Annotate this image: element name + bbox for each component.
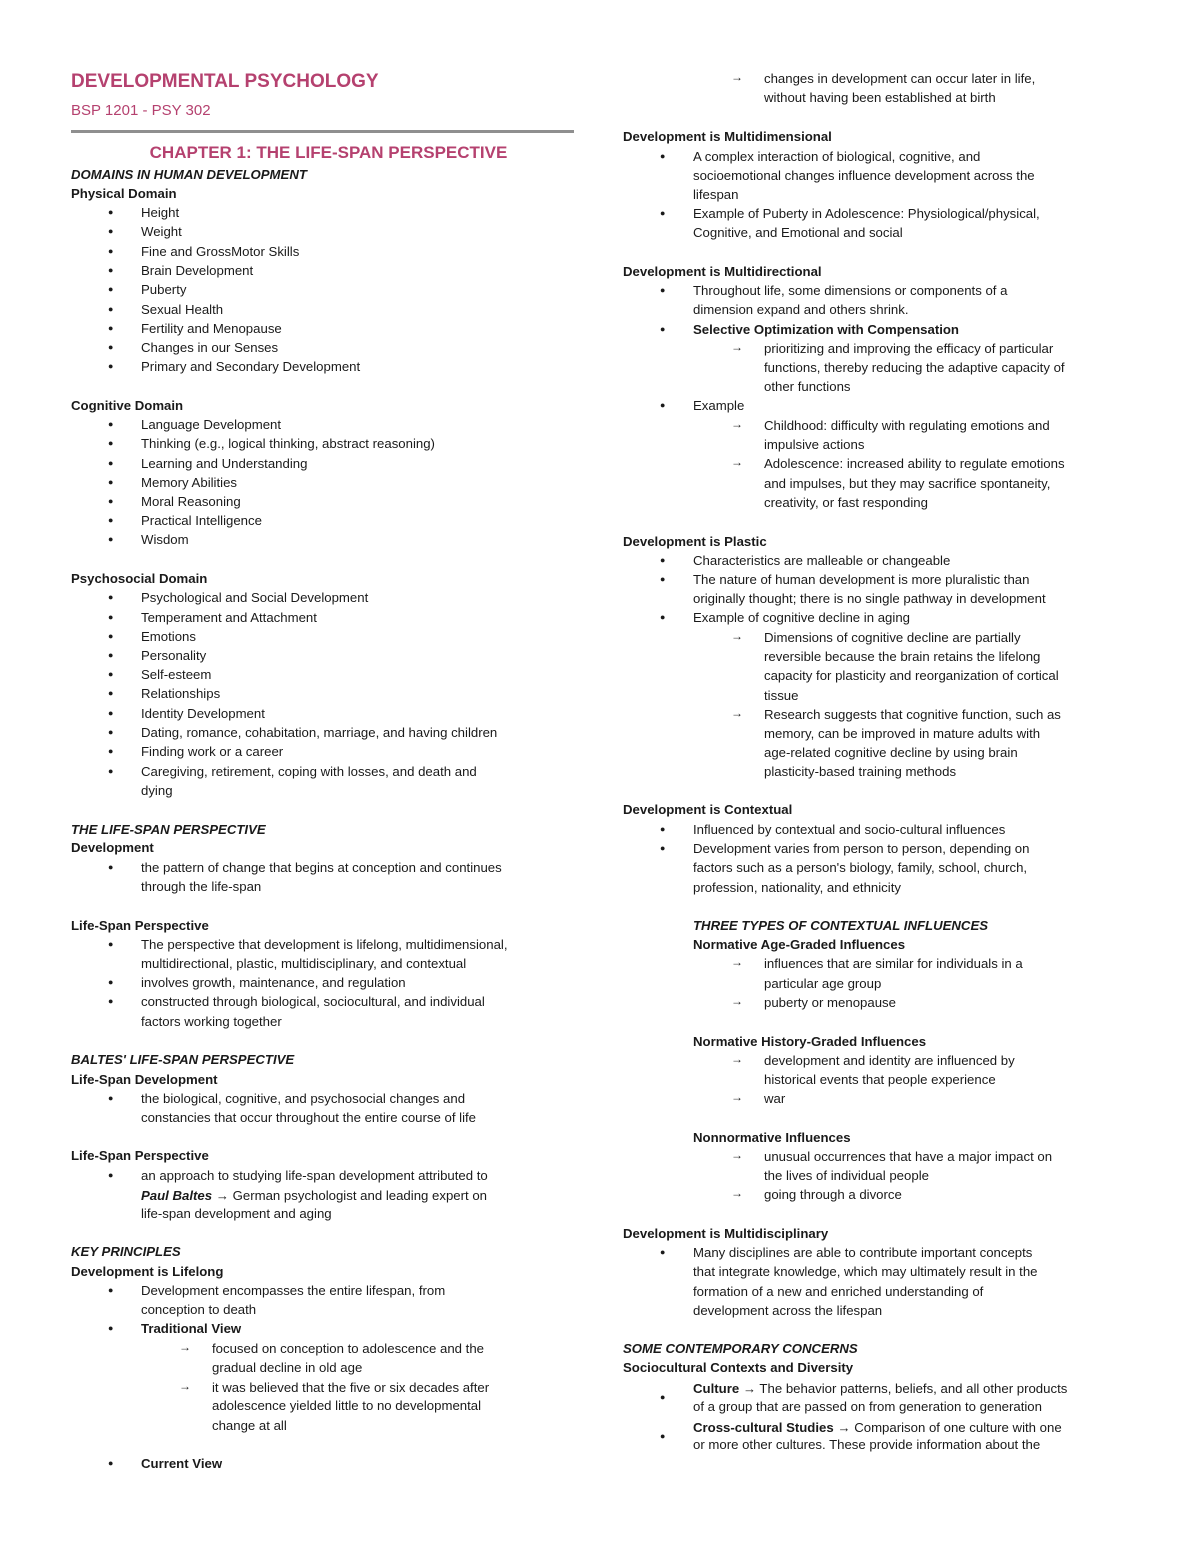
text-line: Changes in our Senses (141, 340, 279, 355)
bullet-icon: ● (108, 612, 114, 622)
text-line: it was believed that the five or six decades after (212, 1380, 490, 1395)
text-line: focused on conception to adolescence and the (212, 1341, 485, 1356)
text-line: Development encompasses the entire lifespan, from (141, 1283, 446, 1298)
text-line: through the life-span (141, 879, 262, 894)
text-line: change at all (212, 1418, 287, 1433)
section-heading: SOME CONTEMPORARY CONCERNS (623, 1341, 858, 1356)
bullet-icon: ● (108, 284, 114, 294)
text-line: Research suggests that cognitive function, such as (764, 707, 1061, 722)
culture-line (693, 1379, 1067, 1398)
text-line: Emotions (141, 629, 196, 644)
subheading: Development is Multidimensional (623, 129, 832, 144)
text-line: other functions (764, 379, 851, 394)
bullet-icon: ● (108, 207, 114, 217)
subheading: Physical Domain (71, 186, 177, 201)
text-line: impulsive actions (764, 437, 865, 452)
title-rule (71, 130, 574, 133)
course-code: BSP 1201 - PSY 302 (71, 102, 211, 119)
bullet-icon: ● (108, 304, 114, 314)
text-line: Dating, romance, cohabitation, marriage, and having children (141, 725, 498, 740)
text-line: changes in development can occur later in life, (764, 71, 1036, 86)
bullet-icon: ● (660, 574, 666, 584)
bullet-icon: ● (108, 342, 114, 352)
bullet-icon: ● (108, 631, 114, 641)
text-line: Relationships (141, 686, 221, 701)
text-line: Example (693, 398, 745, 413)
text-line: The perspective that development is lifelong, multidimensional, (141, 937, 508, 952)
page-title: DEVELOPMENTAL PSYCHOLOGY (71, 71, 379, 92)
text-line: Moral Reasoning (141, 494, 241, 509)
text-line: constructed through biological, sociocultural, and individual (141, 994, 485, 1009)
text-line: Childhood: difficulty with regulating emotions and (764, 418, 1050, 433)
baltes-desc: → German psychologist and leading expert on (212, 1188, 488, 1203)
text-line: involves growth, maintenance, and regulation (141, 975, 406, 990)
arrow-icon: → (731, 955, 743, 969)
text-line: Characteristics are malleable or changeable (693, 553, 951, 568)
text-line: dying (141, 783, 173, 798)
arrow-icon: → (731, 1186, 743, 1200)
subheading: Psychosocial Domain (71, 571, 208, 586)
arrow-icon: → (731, 629, 743, 643)
arrow-icon: → (731, 70, 743, 84)
culture-desc: → The behavior patterns, beliefs, and all other products (739, 1381, 1068, 1396)
bullet-icon: ● (108, 1093, 114, 1103)
subheading: Life-Span Perspective (71, 918, 209, 933)
subheading: Normative History-Graded Influences (693, 1034, 927, 1049)
text-line: Personality (141, 648, 207, 663)
bullet-icon: ● (108, 708, 114, 718)
text-line: Puberty (141, 282, 187, 297)
arrow-icon: → (179, 1340, 191, 1354)
text-line: conception to death (141, 1302, 257, 1317)
bullet-icon: ● (660, 400, 666, 410)
text-line: influences that are similar for individuals in a (764, 956, 1023, 971)
bullet-icon: ● (108, 977, 114, 987)
text-line: without having been established at birth (764, 90, 996, 105)
text-line: Identity Development (141, 706, 265, 721)
text-line: Throughout life, some dimensions or components of a (693, 283, 1008, 298)
text-line: the lives of individual people (764, 1168, 929, 1183)
text-line: multidirectional, plastic, multidisciplinary, and contextual (141, 956, 467, 971)
bullet-icon: ● (660, 843, 666, 853)
text-line: gradual decline in old age (212, 1360, 363, 1375)
text-line: or more other cultures. These provide information about the (693, 1437, 1041, 1452)
subheading: Life-Span Perspective (71, 1148, 209, 1163)
text-line: adolescence yielded little to no developmental (212, 1398, 482, 1413)
text-line: Height (141, 205, 180, 220)
text-line: socioemotional changes influence development across the (693, 168, 1035, 183)
text-line: formation of a new and enriched understanding of (693, 1284, 984, 1299)
bullet-icon: ● (108, 438, 114, 448)
subheading: Cognitive Domain (71, 398, 184, 413)
text-line: profession, nationality, and ethnicity (693, 880, 901, 895)
bullet-icon: ● (660, 1392, 666, 1402)
text-line: plasticity-based training methods (764, 764, 957, 779)
baltes-name: Paul Baltes (141, 1188, 213, 1203)
subheading: Normative Age-Graded Influences (693, 937, 906, 952)
bullet-icon: ● (660, 324, 666, 334)
text-line: functions, thereby reducing the adaptive capacity of (764, 360, 1065, 375)
bullet-icon: ● (660, 1247, 666, 1257)
arrow-icon: → (731, 1052, 743, 1066)
text-line: particular age group (764, 976, 882, 991)
bullet-icon: ● (660, 612, 666, 622)
text-line: Self-esteem (141, 667, 212, 682)
text-line: Thinking (e.g., logical thinking, abstract reasoning) (141, 436, 435, 451)
bullet-icon: ● (108, 766, 114, 776)
arrow-icon: → (731, 1090, 743, 1104)
subheading: Development is Multidisciplinary (623, 1226, 829, 1241)
section-heading: DOMAINS IN HUMAN DEVELOPMENT (71, 167, 307, 182)
text-line: capacity for plasticity and reorganization of cortical (764, 668, 1059, 683)
bullet-icon: ● (108, 1285, 114, 1295)
baltes-line (141, 1186, 487, 1205)
text-line: tissue (764, 688, 799, 703)
bullet-icon: ● (108, 996, 114, 1006)
text-line: Practical Intelligence (141, 513, 262, 528)
text-line: unusual occurrences that have a major impact on (764, 1149, 1053, 1164)
text-line: war (764, 1091, 786, 1106)
text-line: Example of Puberty in Adolescence: Physiological/physical, (693, 206, 1040, 221)
bullet-icon: ● (108, 1323, 114, 1333)
section-heading: THE LIFE-SPAN PERSPECTIVE (71, 822, 266, 837)
bullet-icon: ● (108, 419, 114, 429)
text-line: prioritizing and improving the efficacy of particular (764, 341, 1054, 356)
bullet-icon: ● (108, 515, 114, 525)
text-line: Cognitive, and Emotional and social (693, 225, 903, 240)
arrow-icon: → (731, 455, 743, 469)
text-line: Fertility and Menopause (141, 321, 282, 336)
arrow-icon: → (179, 1379, 191, 1393)
subheading: Life-Span Development (71, 1072, 218, 1087)
arrow-icon: → (731, 340, 743, 354)
bullet-icon: ● (108, 226, 114, 236)
text-line: Weight (141, 224, 182, 239)
bullet-icon: ● (108, 862, 114, 872)
text-line: Temperament and Attachment (141, 610, 317, 625)
bullet-icon: ● (108, 746, 114, 756)
text-line: Language Development (141, 417, 282, 432)
section-heading: THREE TYPES OF CONTEXTUAL INFLUENCES (693, 918, 989, 933)
subheading: Development is Contextual (623, 802, 793, 817)
bullet-icon: ● (108, 496, 114, 506)
culture-term: Culture (693, 1381, 740, 1396)
crosscultural-desc: → Comparison of one culture with one (833, 1420, 1062, 1435)
text-line: Influenced by contextual and socio-cultural influences (693, 822, 1006, 837)
bullet-icon: ● (108, 650, 114, 660)
text-line: Selective Optimization with Compensation (693, 322, 959, 337)
text-line: the biological, cognitive, and psychosocial changes and (141, 1091, 466, 1106)
text-line: reversible because the brain retains the lifelong (764, 649, 1041, 664)
text-line: historical events that people experience (764, 1072, 996, 1087)
text-line: Many disciplines are able to contribute important concepts (693, 1245, 1033, 1260)
bullet-icon: ● (108, 534, 114, 544)
text-line: Brain Development (141, 263, 254, 278)
text-line: the pattern of change that begins at conception and continues (141, 860, 502, 875)
text-line: going through a divorce (764, 1187, 902, 1202)
subheading: Nonnormative Influences (693, 1130, 851, 1145)
section-heading: KEY PRINCIPLES (71, 1244, 181, 1259)
text-line: Example of cognitive decline in aging (693, 610, 910, 625)
text-line: life-span development and aging (141, 1206, 332, 1221)
bullet-icon: ● (108, 1170, 114, 1180)
text-line: Development varies from person to person, depending on (693, 841, 1030, 856)
text-line: an approach to studying life-span development attributed to (141, 1168, 488, 1183)
text-line: Traditional View (141, 1321, 242, 1336)
arrow-icon: → (731, 994, 743, 1008)
text-line: dimension expand and others shrink. (693, 302, 909, 317)
text-line: constancies that occur throughout the entire course of life (141, 1110, 477, 1125)
bullet-icon: ● (108, 477, 114, 487)
text-line: development and identity are influenced by (764, 1053, 1015, 1068)
text-line: Current View (141, 1456, 223, 1471)
bullet-icon: ● (660, 1431, 666, 1441)
arrow-icon: → (731, 1148, 743, 1162)
text-line: factors such as a person's biology, family, school, church, (693, 860, 1028, 875)
bullet-icon: ● (108, 939, 114, 949)
bullet-icon: ● (660, 208, 666, 218)
bullet-icon: ● (108, 246, 114, 256)
subheading: Development (71, 840, 154, 855)
text-line: Caregiving, retirement, coping with losses, and death and (141, 764, 477, 779)
bullet-icon: ● (108, 458, 114, 468)
text-line: Primary and Secondary Development (141, 359, 361, 374)
text-line: A complex interaction of biological, cognitive, and (693, 149, 981, 164)
text-line: lifespan (693, 187, 739, 202)
chapter-title: CHAPTER 1: THE LIFE-SPAN PERSPECTIVE (149, 143, 508, 162)
bullet-icon: ● (108, 592, 114, 602)
subheading: Development is Multidirectional (623, 264, 822, 279)
text-line: puberty or menopause (764, 995, 896, 1010)
bullet-icon: ● (108, 1458, 114, 1468)
bullet-icon: ● (108, 688, 114, 698)
text-line: development across the lifespan (693, 1303, 883, 1318)
bullet-icon: ● (108, 265, 114, 275)
arrow-icon: → (731, 706, 743, 720)
text-line: Sexual Health (141, 302, 224, 317)
text-line: that integrate knowledge, which may ultimately result in the (693, 1264, 1038, 1279)
bullet-icon: ● (108, 669, 114, 679)
text-line: Wisdom (141, 532, 189, 547)
text-line: age-related cognitive decline by using brain (764, 745, 1018, 760)
crosscultural-term: Cross-cultural Studies (693, 1420, 834, 1435)
subheading: Development is Lifelong (71, 1264, 224, 1279)
bullet-icon: ● (660, 824, 666, 834)
text-line: and impulses, but they may sacrifice spontaneity, (764, 476, 1051, 491)
subheading: Sociocultural Contexts and Diversity (623, 1360, 854, 1375)
text-line: memory, can be improved in mature adults with (764, 726, 1041, 741)
bullet-icon: ● (660, 151, 666, 161)
text-line: Fine and GrossMotor Skills (141, 244, 300, 259)
crosscultural-line (693, 1418, 1062, 1437)
text-line: factors working together (141, 1014, 282, 1029)
text-line: Learning and Understanding (141, 456, 308, 471)
text-line: creativity, or fast responding (764, 495, 928, 510)
bullet-icon: ● (660, 285, 666, 295)
text-line: Adolescence: increased ability to regulate emotions (764, 456, 1065, 471)
subheading: Development is Plastic (623, 534, 767, 549)
text-line: Dimensions of cognitive decline are partially (764, 630, 1021, 645)
bullet-icon: ● (108, 361, 114, 371)
text-line: Finding work or a career (141, 744, 284, 759)
text-line: Memory Abilities (141, 475, 238, 490)
section-heading: BALTES' LIFE-SPAN PERSPECTIVE (71, 1052, 295, 1067)
text-line: Psychological and Social Development (141, 590, 369, 605)
bullet-icon: ● (108, 323, 114, 333)
bullet-icon: ● (108, 727, 114, 737)
bullet-icon: ● (660, 555, 666, 565)
text-line: The nature of human development is more pluralistic than (693, 572, 1030, 587)
text-line: of a group that are passed on from generation to generation (693, 1399, 1042, 1414)
arrow-icon: → (731, 417, 743, 431)
text-line: originally thought; there is no single pathway in development (693, 591, 1046, 606)
